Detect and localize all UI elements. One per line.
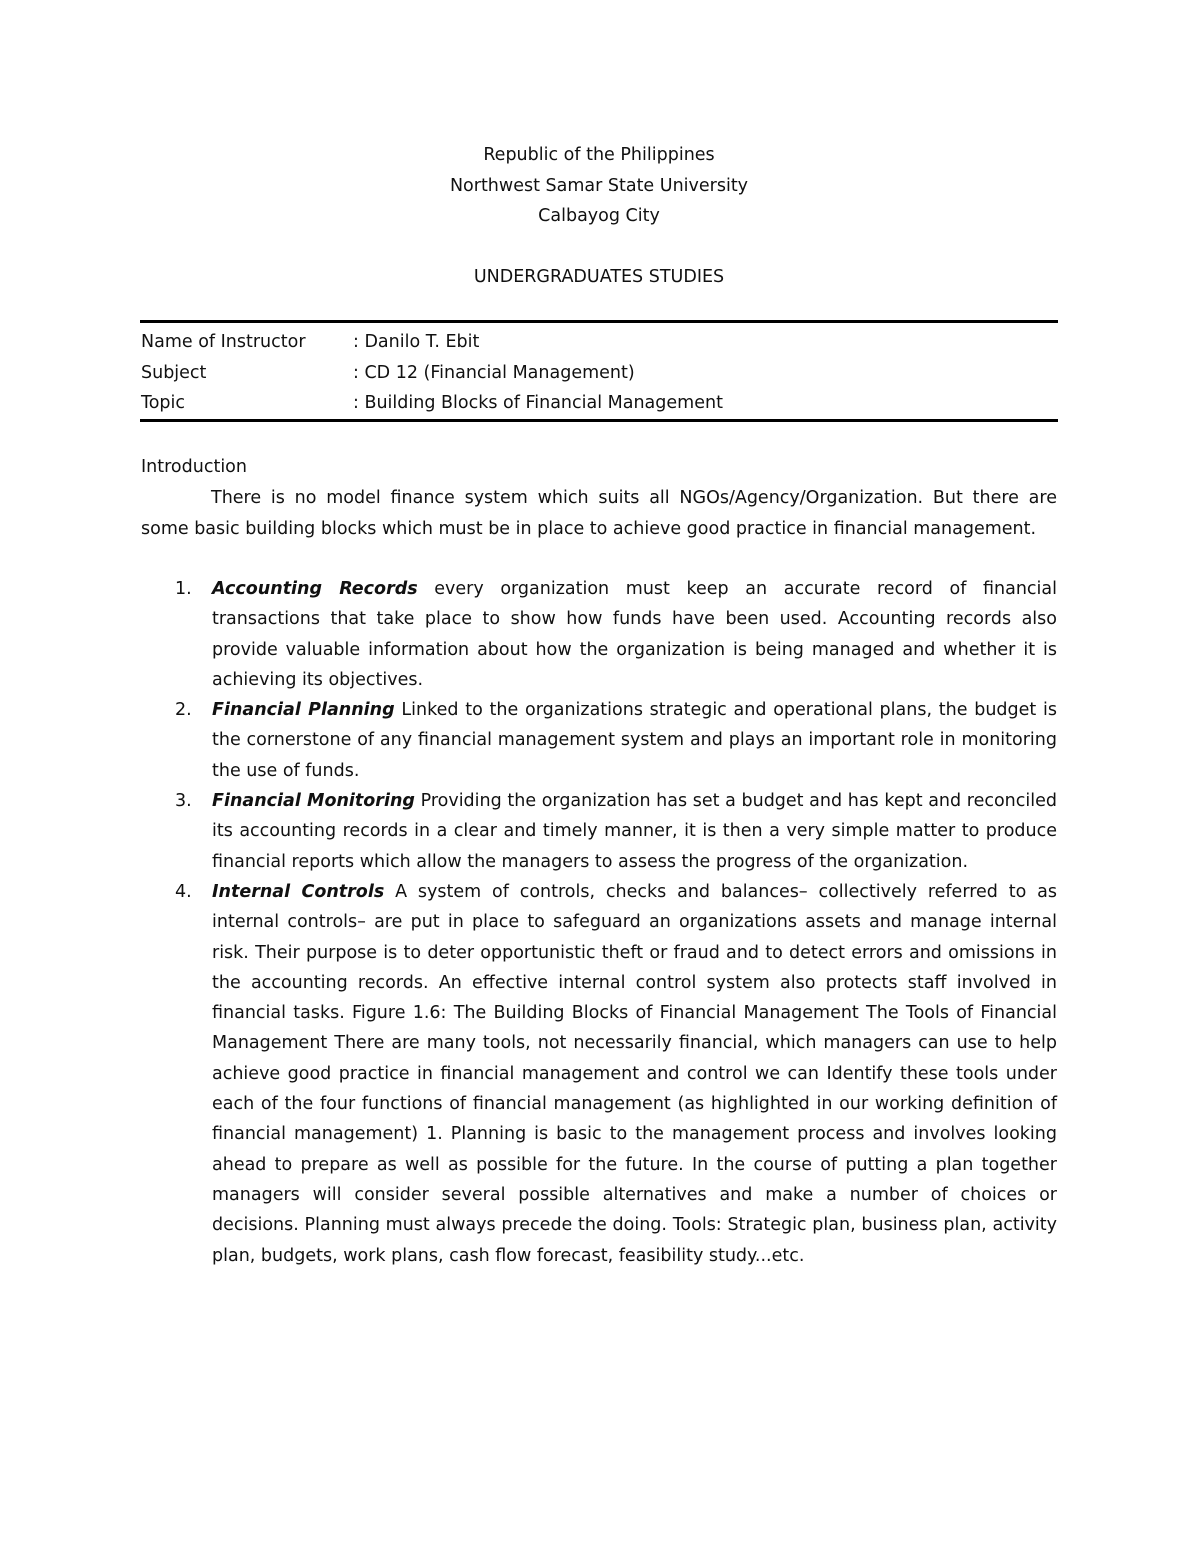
department-title: UNDERGRADUATES STUDIES (473, 267, 725, 287)
list-item (141, 695, 1057, 786)
list-term: Accounting Records (212, 579, 418, 599)
info-label: Name of Instructor (141, 332, 306, 352)
list-text: Linked to the organizations strategic and operational plans, the budget is the cornerstone of any financial management system and plays an important role in monitoring the use of funds. (212, 700, 1057, 781)
info-label: Subject (141, 362, 207, 383)
info-row-instructor (141, 327, 1057, 358)
list-text: every organization must keep an accurate record of financial transactions that take place to show how funds have been used. Accounting records also provide valuable information about how the organization is being managed and whether it is achieving its objectives. (212, 579, 1057, 690)
info-row-subject (141, 358, 1057, 389)
list-term: Financial Monitoring (212, 791, 415, 812)
course-info (141, 327, 1057, 419)
list-number: 1. (175, 579, 192, 599)
list-term: Financial Planning (212, 700, 395, 721)
list-item (141, 877, 1057, 1271)
building-blocks-list (141, 574, 1057, 1271)
list-number: 4. (175, 881, 192, 902)
info-value: : Building Blocks of Financial Management (353, 393, 723, 413)
list-number: 3. (175, 791, 192, 812)
info-label: Topic (141, 393, 186, 413)
header-country: Republic of the Philippines (483, 145, 715, 165)
introduction-paragraph: There is no model finance system which suits all NGOs/Agency/Organization. But there are some basic building blocks which must be in place to achieve good practice in financial management. (141, 488, 1057, 539)
list-item (141, 786, 1057, 877)
bottom-divider (140, 419, 1058, 422)
list-text: A system of controls, checks and balances– collectively referred to as internal controls– are put in place to safeguard an organizations assets and manage internal risk. Their purpose is to deter opportunistic theft or fraud and to detect errors and omissions in the accounting records. An effective internal control system also protects staff involved in financial tasks. Figure 1.6: The Building Blocks of Financial Management The Tools of Financial Management There are many tools, not necessarily financial, which managers can use to help achieve good practice in financial management and control we can Identify these tools under each of the four functions of financial management (as highlighted in our working definition of financial management) 1. Planning is basic to the management process and involves looking ahead to prepare as well as possible for the future. In the course of putting a plan together managers will consider several possible alternatives and make a number of choices or decisions. Planning must always precede the doing. Tools: Strategic plan, business plan, activity plan, budgets, work plans, cash flow forecast, feasibility study...etc. (212, 881, 1057, 1266)
info-value: : CD 12 (Financial Management) (353, 362, 635, 383)
header-city: Calbayog City (538, 206, 660, 226)
list-text: Providing the organization has set a budget and has kept and reconciled its accounting records in a clear and timely manner, it is then a very simple matter to produce financial reports which allow the managers to assess the progress of the organization. (212, 791, 1057, 872)
document-header (140, 140, 1058, 232)
list-item (141, 574, 1057, 695)
info-value: : Danilo T. Ebit (353, 332, 480, 352)
introduction-heading: Introduction (141, 457, 247, 477)
list-term: Internal Controls (212, 881, 385, 902)
info-row-topic (141, 388, 1057, 419)
header-university: Northwest Samar State University (449, 175, 749, 196)
list-number: 2. (175, 700, 192, 721)
top-divider (140, 320, 1058, 323)
